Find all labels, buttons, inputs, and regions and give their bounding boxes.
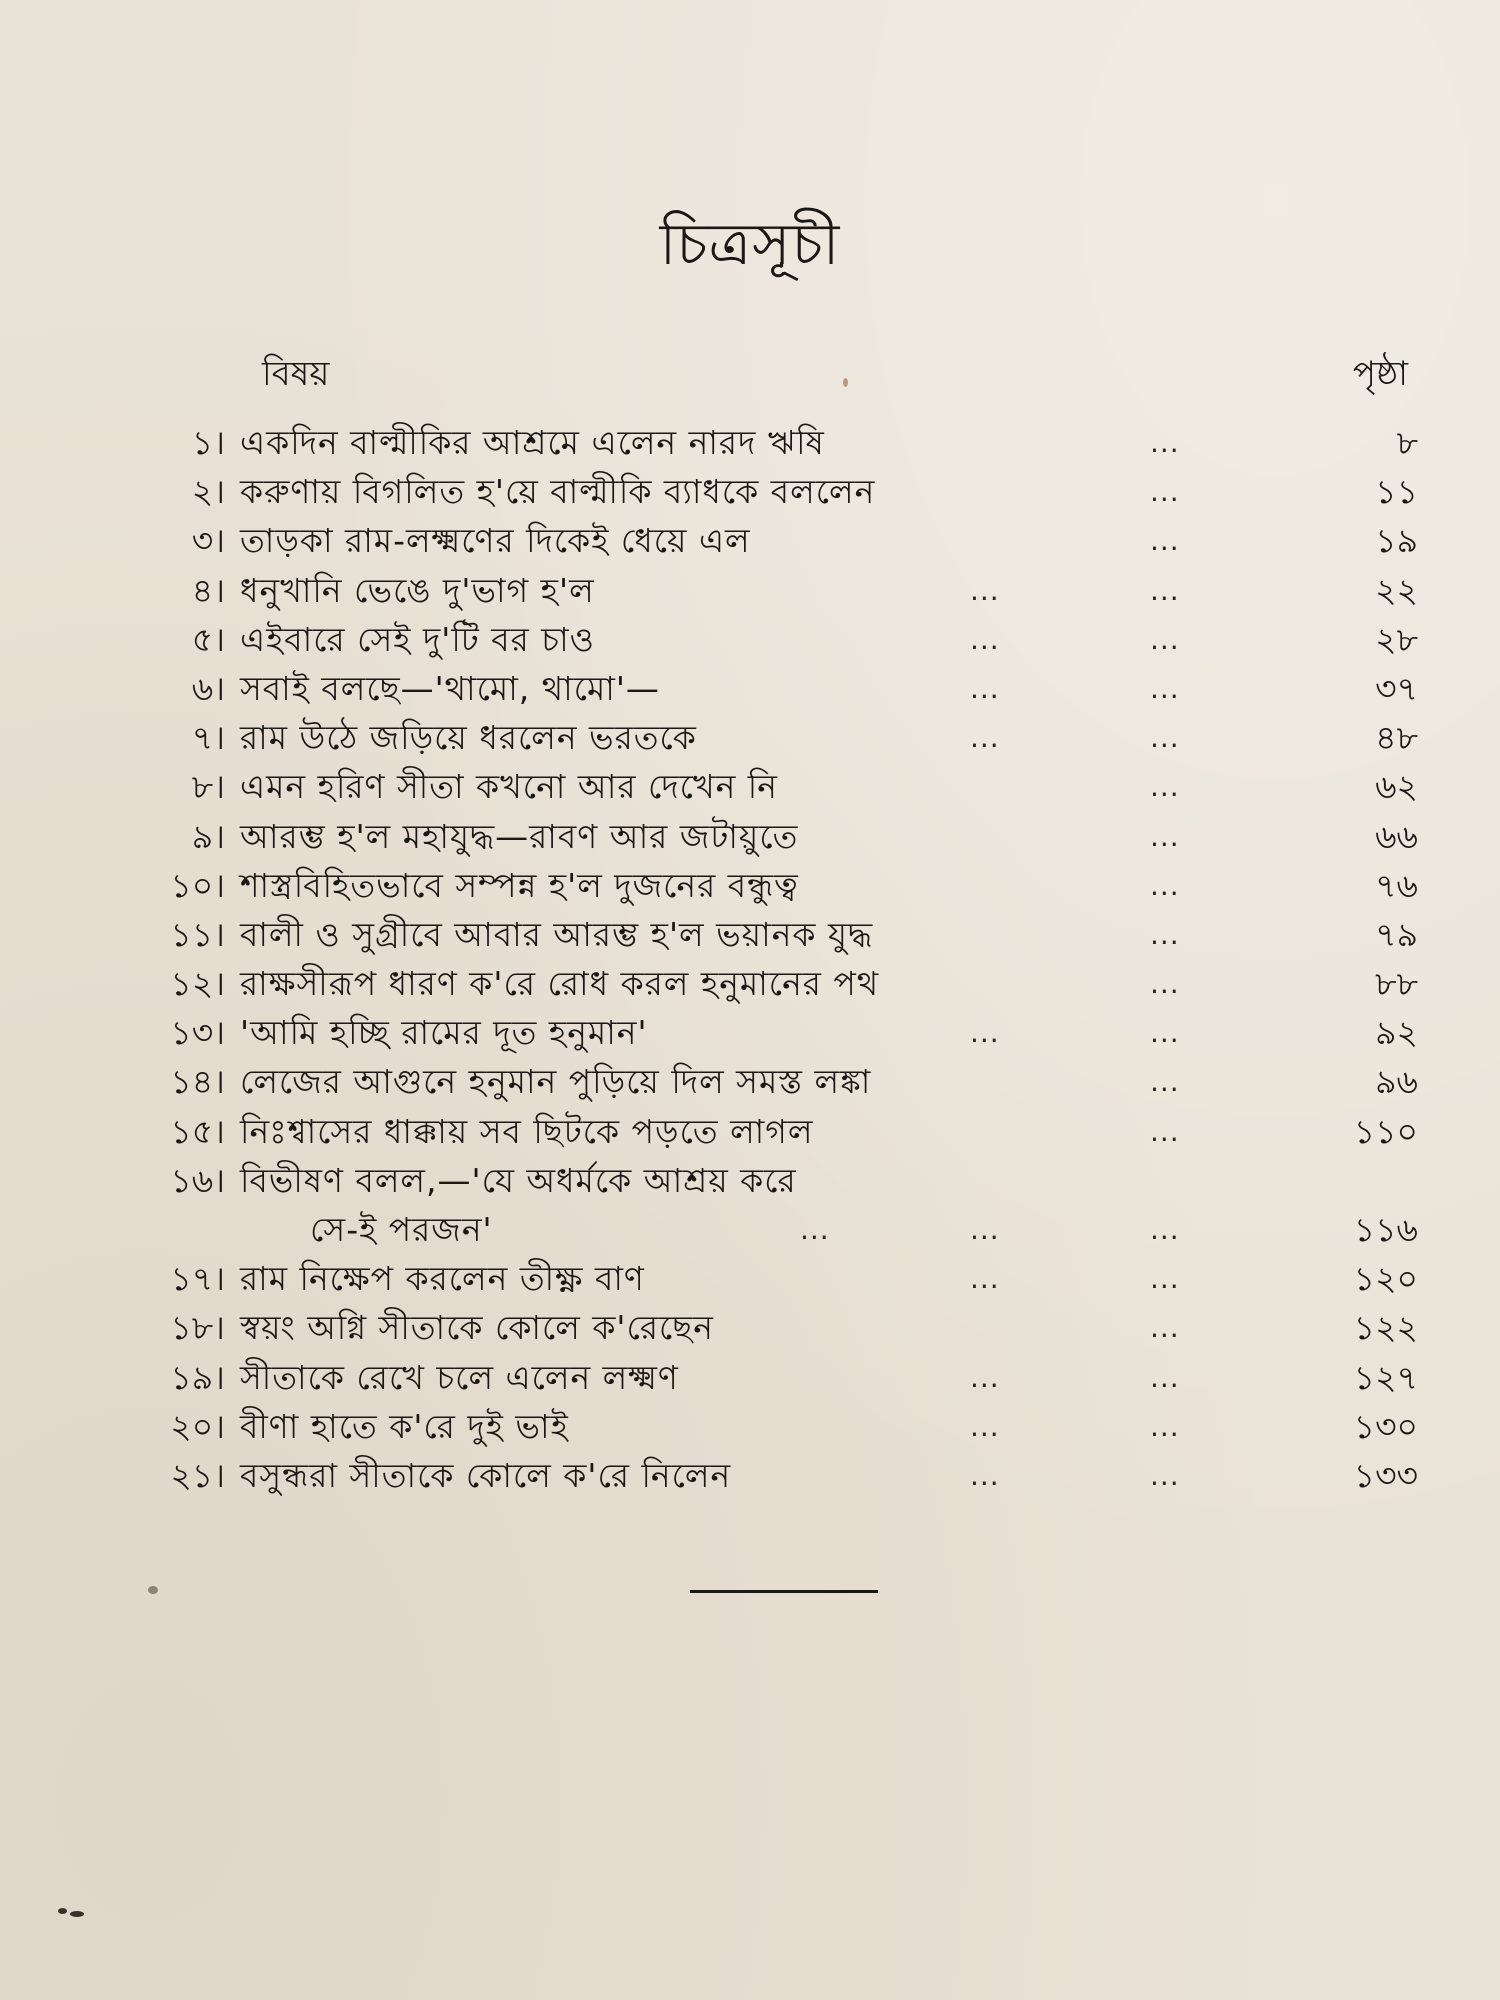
toc-row xyxy=(0,812,1500,861)
entry-page-number: ৮ xyxy=(1396,423,1418,462)
toc-row xyxy=(0,1107,1500,1156)
paper-speck xyxy=(843,378,848,387)
leader-dots: ... xyxy=(1150,868,1180,902)
toc-row xyxy=(0,467,1500,516)
entry-subject-line: স্বয়ং অগ্নি সীতাকে কোলে ক'রেছেন xyxy=(240,1308,715,1348)
entry-page-number: ১২০ xyxy=(1353,1259,1418,1299)
toc-row xyxy=(0,664,1500,713)
entry-subject-line: লেজের আগুনে হনুমান পুড়িয়ে দিল সমস্ত লঙ্কা xyxy=(240,1062,872,1102)
entry-subject-line: বালী ও সুগ্রীবে আবার আরম্ভ হ'ল ভয়ানক যুদ্ধ xyxy=(240,914,874,954)
toc-row xyxy=(0,566,1500,615)
leader-dots: ... xyxy=(970,622,1000,656)
entry-subject-line: 'আমি হচ্ছি রামের দূত হনুমান' xyxy=(240,1013,648,1053)
entry-number: ১৫। xyxy=(170,1111,225,1151)
leader-dots: ... xyxy=(1150,1458,1180,1492)
illustration-list xyxy=(0,418,1500,1500)
entry-page-number: ৯২ xyxy=(1375,1013,1418,1053)
entry-number: ৫। xyxy=(191,619,225,659)
leader-dots: ... xyxy=(970,721,1000,755)
column-header-subject: বিষয় xyxy=(262,354,330,394)
entry-number: ৩। xyxy=(191,521,225,561)
entry-subject-line-2: সে-ই পরজন' xyxy=(310,1209,493,1249)
entry-subject-line: ধনুখানি ভেঙে দু'ভাগ হ'ল xyxy=(240,570,595,610)
leader-dots: ... xyxy=(1150,819,1180,853)
toc-row xyxy=(0,615,1500,664)
leader-dots: ... xyxy=(1150,1409,1180,1443)
paper-speck xyxy=(148,1586,158,1594)
entry-subject xyxy=(240,467,1110,516)
entry-page-number: ১৩০ xyxy=(1353,1406,1418,1446)
entry-subject xyxy=(240,1107,1110,1156)
toc-row xyxy=(0,1451,1500,1500)
entry-number: ১। xyxy=(191,423,225,462)
entry-subject-line: করুণায় বিগলিত হ'য়ে বাল্মীকি ব্যাধকে বললেন xyxy=(240,472,876,512)
entry-page-number: ৭৬ xyxy=(1375,865,1418,905)
entry-number: ১৬। xyxy=(170,1160,225,1200)
leader-dots: ... xyxy=(970,1262,1000,1296)
entry-subject xyxy=(240,959,1110,1008)
leader-dots: ... xyxy=(1150,770,1180,804)
paper-speck xyxy=(70,1911,84,1917)
entry-number: ২। xyxy=(191,472,225,512)
entry-subject xyxy=(240,861,1110,910)
entry-page-number: ৮৮ xyxy=(1375,964,1418,1004)
leader-dots: ... xyxy=(1150,967,1180,1001)
entry-number: ৬। xyxy=(191,668,225,708)
entry-number: ৪। xyxy=(191,570,225,610)
entry-subject-line: আরম্ভ হ'ল মহাযুদ্ধ—রাবণ আর জটায়ুতে xyxy=(240,816,799,856)
entry-number: ৮। xyxy=(191,767,225,807)
entry-page-number: ৬৬ xyxy=(1375,816,1418,856)
entry-subject-line: সীতাকে রেখে চলে এলেন লক্ষ্মণ xyxy=(240,1357,679,1397)
entry-number: ৭। xyxy=(191,718,225,758)
toc-row xyxy=(0,516,1500,565)
entry-page-number: ৪৮ xyxy=(1375,718,1418,758)
entry-subject xyxy=(240,762,1110,811)
leader-dots: ... xyxy=(970,1360,1000,1394)
leader-dots: ... xyxy=(1150,1114,1180,1148)
entry-page-number: ৯৬ xyxy=(1375,1062,1418,1102)
entry-page-number: ১১ xyxy=(1375,472,1418,512)
entry-page-number: ১১৬ xyxy=(1353,1209,1418,1249)
leader-dots: ... xyxy=(1150,1065,1180,1099)
entry-number: ১০। xyxy=(170,865,225,905)
entry-page-number: ৭৯ xyxy=(1375,914,1418,954)
entry-subject-line: সবাই বলছে—'থামো, থামো'— xyxy=(240,668,660,708)
entry-number: ১৩। xyxy=(170,1013,225,1053)
leader-dots: ... xyxy=(1150,524,1180,558)
closing-rule xyxy=(690,1590,878,1593)
leader-dots: ... xyxy=(1150,1016,1180,1050)
entry-page-number: ১২২ xyxy=(1353,1308,1418,1348)
entry-number: ১৪। xyxy=(170,1062,225,1102)
entry-subject xyxy=(240,1057,1110,1106)
entry-page-number: ২৮ xyxy=(1375,619,1418,659)
entry-subject-line: রাম উঠে জড়িয়ে ধরলেন ভরতকে xyxy=(240,718,697,758)
leader-dots: ... xyxy=(1150,1360,1180,1394)
toc-row xyxy=(0,1353,1500,1402)
entry-page-number: ৩৭ xyxy=(1375,668,1418,708)
toc-row xyxy=(0,1303,1500,1352)
leader-dots: ... xyxy=(1150,1311,1180,1345)
toc-row xyxy=(0,1402,1500,1451)
toc-row xyxy=(0,1156,1500,1254)
page-title: চিত্রসূচী xyxy=(659,210,841,278)
entry-number: ১২। xyxy=(170,964,225,1004)
toc-row xyxy=(0,1057,1500,1106)
leader-dots: ... xyxy=(970,573,1000,607)
entry-subject-line: বীণা হাতে ক'রে দুই ভাই xyxy=(240,1406,569,1446)
entry-number: ১৮। xyxy=(170,1308,225,1348)
entry-page-number: ১১০ xyxy=(1353,1111,1418,1151)
leader-dots: ... xyxy=(970,1016,1000,1050)
toc-row xyxy=(0,861,1500,910)
entry-page-number: ১৯ xyxy=(1375,521,1418,561)
leader-dots: ... xyxy=(970,1458,1000,1492)
entry-subject-line: তাড়কা রাম-লক্ষ্মণের দিকেই ধেয়ে এল xyxy=(240,521,751,561)
toc-row xyxy=(0,1008,1500,1057)
entry-subject xyxy=(240,812,1110,861)
leader-dots: ... xyxy=(1150,671,1180,705)
entry-page-number: ২২ xyxy=(1375,570,1418,610)
entry-number: ১৯। xyxy=(170,1357,225,1397)
entry-number: ৯। xyxy=(191,816,225,856)
entry-subject-line: বসুন্ধরা সীতাকে কোলে ক'রে নিলেন xyxy=(240,1455,732,1495)
paper-speck xyxy=(58,1908,67,1914)
leader-dots: ... xyxy=(1150,573,1180,607)
leader-dots: ... xyxy=(1150,1212,1180,1246)
leader-dots: ... xyxy=(800,1212,830,1246)
leader-dots: ... xyxy=(970,671,1000,705)
entry-number: ১১। xyxy=(170,914,225,954)
toc-row xyxy=(0,713,1500,762)
toc-row xyxy=(0,418,1500,467)
leader-dots: ... xyxy=(1150,721,1180,755)
toc-row xyxy=(0,1254,1500,1303)
leader-dots: ... xyxy=(1150,1262,1180,1296)
entry-page-number: ৬২ xyxy=(1375,767,1418,807)
leader-dots: ... xyxy=(1150,475,1180,509)
leader-dots: ... xyxy=(970,1409,1000,1443)
entry-subject xyxy=(240,516,1110,565)
toc-row xyxy=(0,959,1500,1008)
toc-row xyxy=(0,910,1500,959)
column-header-page: পৃষ্ঠা xyxy=(1352,354,1408,394)
entry-subject-line: একদিন বাল্মীকির আশ্রমে এলেন নারদ ঋষি xyxy=(240,423,825,462)
entry-subject-line: শাস্ত্রবিহিতভাবে সম্পন্ন হ'ল দুজনের বন্ধুত্ব xyxy=(240,865,799,905)
entry-number: ১৭। xyxy=(170,1259,225,1299)
entry-number: ২১। xyxy=(170,1455,225,1495)
entry-subject-line: এইবারে সেই দু'টি বর চাও xyxy=(240,619,595,659)
entry-subject xyxy=(240,418,1110,467)
entry-subject-line: রাক্ষসীরূপ ধারণ ক'রে রোধ করল হনুমানের পথ xyxy=(240,964,880,1004)
entry-subject-line: রাম নিক্ষেপ করলেন তীক্ষ্ণ বাণ xyxy=(240,1259,645,1299)
entry-page-number: ১২৭ xyxy=(1353,1357,1418,1397)
leader-dots: ... xyxy=(1150,917,1180,951)
toc-row xyxy=(0,762,1500,811)
entry-subject-line: বিভীষণ বলল,—'যে অধর্মকে আশ্রয় করে xyxy=(240,1160,797,1200)
entry-page-number: ১৩৩ xyxy=(1353,1455,1418,1495)
entry-subject xyxy=(240,910,1110,959)
leader-dots: ... xyxy=(1150,622,1180,656)
leader-dots: ... xyxy=(970,1212,1000,1246)
entry-subject-line: এমন হরিণ সীতা কখনো আর দেখেন নি xyxy=(240,767,778,807)
entry-number: ২০। xyxy=(170,1406,225,1446)
entry-subject-line: নিঃশ্বাসের ধাক্কায় সব ছিটকে পড়তে লাগল xyxy=(240,1111,814,1151)
entry-subject xyxy=(240,1303,1110,1352)
leader-dots: ... xyxy=(1150,426,1180,459)
